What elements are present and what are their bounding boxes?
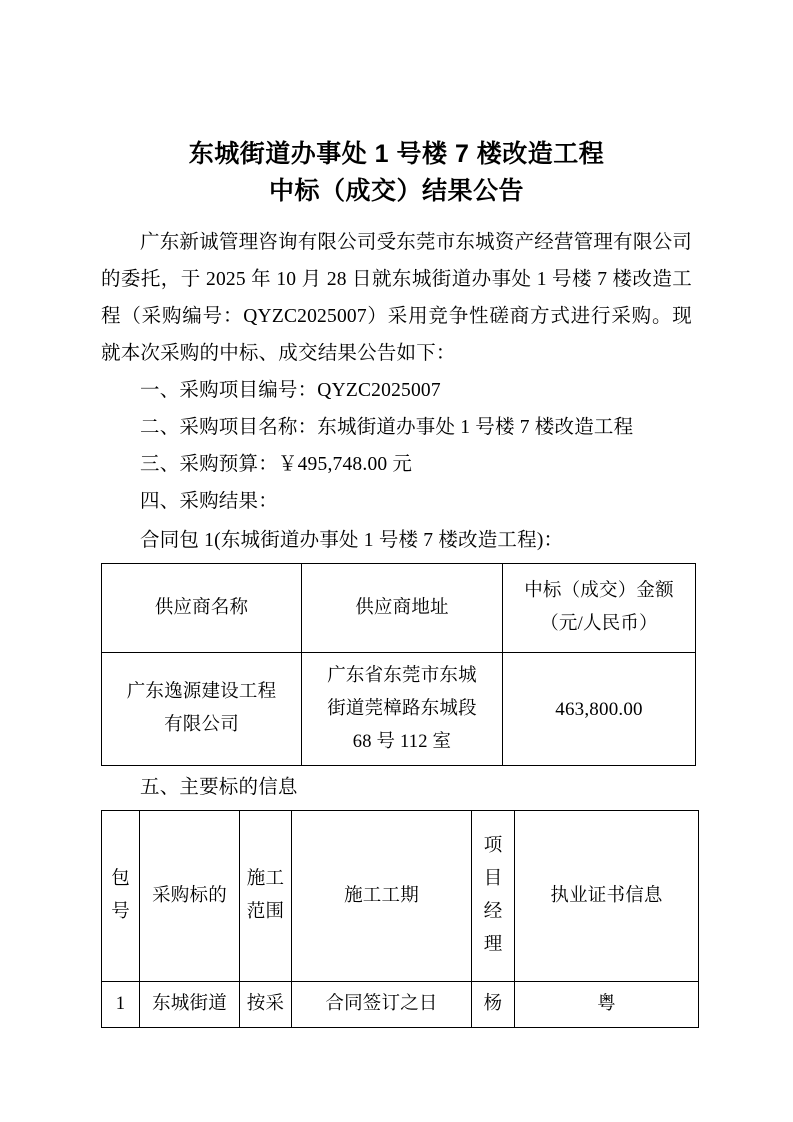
header-package-no-char-2: 号 [111,902,130,922]
table-header-row [102,811,699,982]
document-content [101,0,692,1028]
page-title-line-2: 中标（成交）结果公告 [268,177,524,205]
header-award-amount-line-1: 中标（成交）金额 [524,581,674,601]
cell-supplier-address-line-1: 广东省东莞市东城 [327,665,477,686]
header-package-no-stack [111,863,130,929]
header-project-manager-char-4: 理 [483,935,503,955]
section-five-heading: 五、主要标的信息 [140,777,298,798]
award-result-table [101,563,696,766]
cell-certificate: 粤 [515,982,699,1028]
cell-supplier-address-line-2: 街道莞樟路东城段 [327,698,477,719]
intro-paragraph: 广东新诚管理咨询有限公司受东莞市东城资产经营管理有限公司的委托，于 2025 年 10 月 28 日就东城街道办事处 1 号楼 7 楼改造工程（采购编号：QYZC2025007）采用竞争性磋商方式进行采购。现就本次采购的中标、成交结果公告如下： [101,232,692,364]
header-project-manager-char-3: 经 [483,902,503,922]
cell-supplier-name-line-1: 广东逸源建设工程 [126,682,277,702]
header-scope-line-2: 范围 [246,902,285,922]
page-title-line-1: 东城街道办事处 1 号楼 7 楼改造工程 [188,140,605,168]
header-package-no [102,811,140,982]
cell-supplier-name [102,653,302,766]
subject-information-table [101,810,699,1028]
cell-award-amount: 463,800.00 [503,653,696,766]
cell-project-manager: 杨 [472,982,515,1028]
cell-scope: 按采 [240,982,292,1028]
cell-supplier-address [302,653,503,766]
cell-duration: 合同签订之日 [292,982,472,1028]
item-result-heading: 四、采购结果： [140,491,278,512]
header-project-manager-stack [484,830,503,962]
cell-subject: 东城街道 [140,982,240,1028]
header-award-amount [503,564,696,653]
header-supplier-address: 供应商地址 [302,564,503,653]
header-scope-line-1: 施工 [246,869,285,889]
header-project-manager-char-2: 目 [483,869,503,889]
page-title [101,0,692,210]
header-subject: 采购标的 [140,811,240,982]
header-supplier-name: 供应商名称 [102,564,302,653]
table-row [102,982,699,1028]
table-row [102,653,696,766]
item-budget: 三、采购预算：￥495,748.00 元 [140,454,413,475]
header-project-manager [472,811,515,982]
header-award-amount-line-2: （元/人民币） [540,614,658,634]
header-duration: 施工工期 [292,811,472,982]
header-scope [240,811,292,982]
header-certificate: 执业证书信息 [515,811,699,982]
item-project-number: 一、采购项目编号：QYZC2025007 [140,380,441,401]
header-package-no-char-1: 包 [111,869,130,889]
cell-supplier-name-line-2: 有限公司 [164,715,239,735]
contract-package-label: 合同包 1(东城街道办事处 1 号楼 7 楼改造工程)： [140,530,564,551]
cell-supplier-address-line-3: 68 号 112 室 [352,731,452,752]
cell-package-no: 1 [102,982,140,1028]
item-project-name: 二、采购项目名称：东城街道办事处 1 号楼 7 楼改造工程 [140,417,634,438]
header-project-manager-char-1: 项 [483,836,503,856]
table-header-row [102,564,696,653]
